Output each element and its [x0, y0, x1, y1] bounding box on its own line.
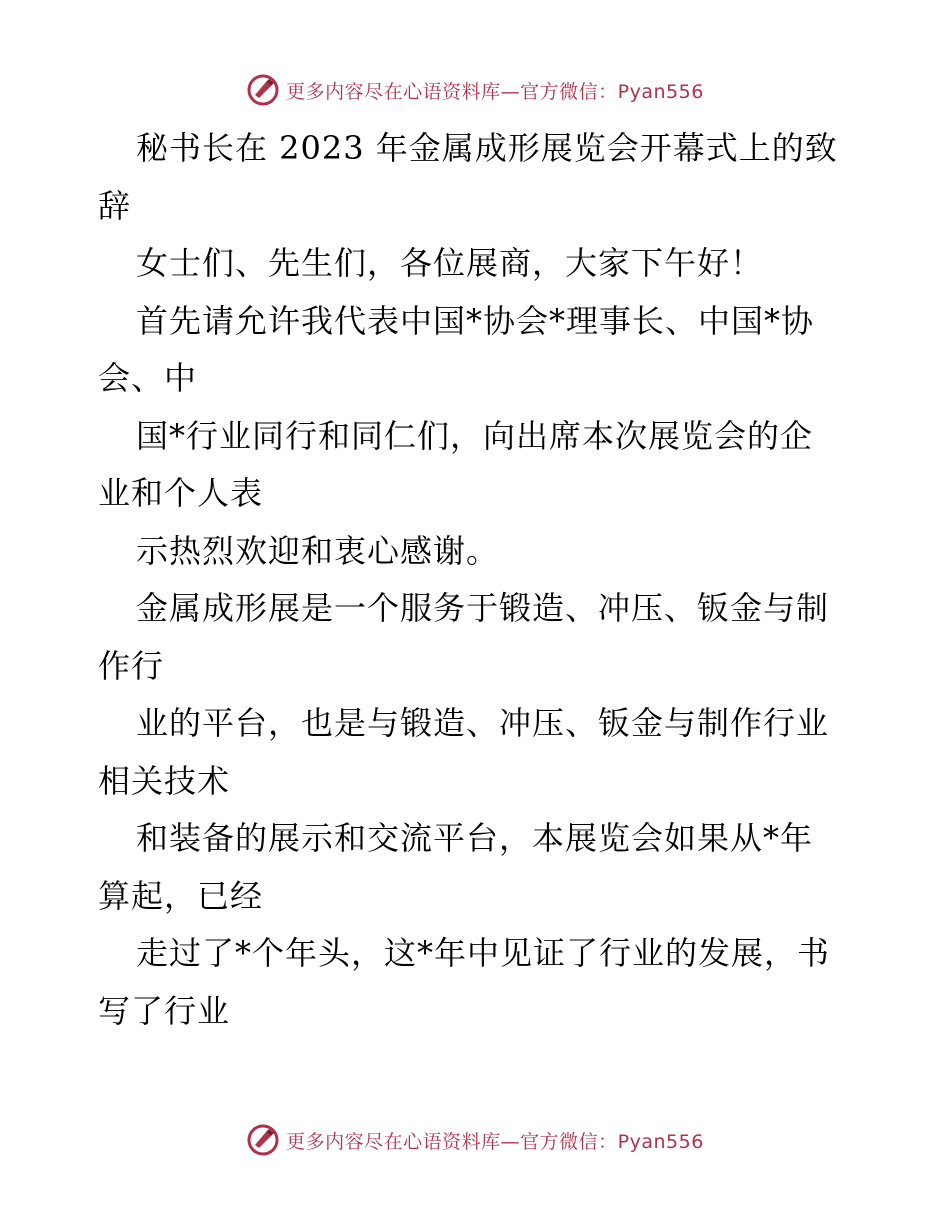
paragraph-line: 国*行业同行和同仁们，向出席本次展览会的企 — [136, 416, 814, 455]
paragraph-line: 示热烈欢迎和衷心感谢。 — [136, 531, 500, 570]
doc-title-line: 秘书长在 2023 年金属成形展览会开幕式上的致 — [136, 129, 838, 167]
brand-logo-icon — [246, 73, 280, 107]
footer-watermark-banner — [0, 1120, 950, 1160]
paragraph-line-cont: 算起，已经 — [98, 876, 264, 915]
paragraph-line-cont: 作行 — [98, 646, 165, 685]
paragraph-line: 业的平台，也是与锻造、冲压、钣金与制作行业 — [136, 704, 830, 742]
paragraph-line-cont: 会、中 — [98, 359, 198, 397]
brand-logo-icon — [246, 1123, 280, 1157]
doc-title-line-cont: 辞 — [98, 186, 132, 225]
document-body — [98, 120, 858, 1040]
paragraph-line: 女士们、先生们，各位展商，大家下午好！ — [136, 244, 764, 282]
paragraph-line-cont: 业和个人表 — [98, 474, 264, 512]
banner-text: 更多内容尽在心语资料库—官方微信：Pyan556 — [286, 80, 704, 103]
header-watermark-banner — [0, 70, 950, 110]
paragraph-line: 首先请允许我代表中国*协会*理事长、中国*协 — [136, 301, 815, 340]
paragraph-line: 和装备的展示和交流平台，本展览会如果从*年 — [136, 819, 814, 857]
paragraph-line: 走过了*个年头，这*年中见证了行业的发展，书 — [136, 934, 831, 972]
paragraph-line-cont: 相关技术 — [98, 761, 231, 800]
paragraph-line-cont: 写了行业 — [98, 991, 231, 1030]
banner-text: 更多内容尽在心语资料库—官方微信：Pyan556 — [286, 1130, 704, 1153]
paragraph-line: 金属成形展是一个服务于锻造、冲压、钣金与制 — [136, 589, 830, 627]
